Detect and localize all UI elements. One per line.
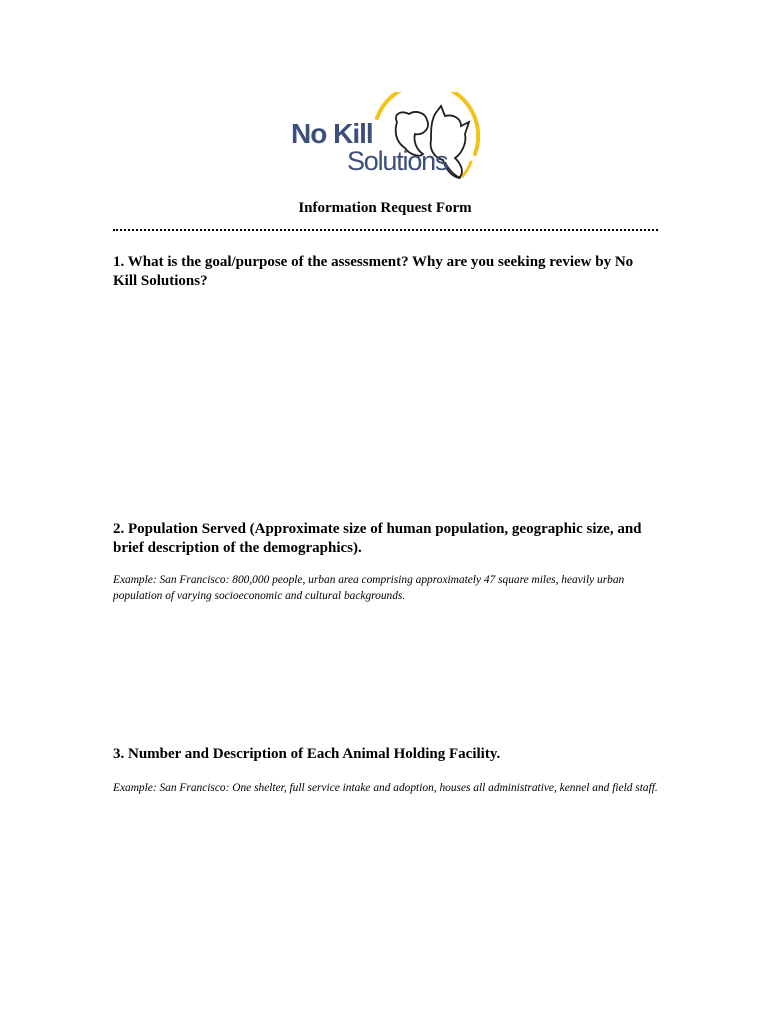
question-2-heading: 2. Population Served (Approximate size of human population, geographic size, and brief description of the demographics).: [113, 521, 642, 556]
logo-text-no-kill: No Kill: [291, 118, 373, 149]
question-2-example: Example: San Francisco: 800,000 people, urban area comprising approximately 47 square miles, heavily urban population of varying socioeconomic and cultural backgrounds.: [113, 574, 625, 602]
no-kill-solutions-logo: [285, 92, 485, 184]
question-1-heading: 1. What is the goal/purpose of the assessment? Why are you seeking review by No Kill Solutions?: [113, 254, 634, 289]
dotted-divider: [113, 219, 658, 231]
logo-text-solutions: Solutions: [347, 146, 448, 176]
question-3-heading: 3. Number and Description of Each Animal Holding Facility.: [113, 746, 501, 762]
question-3-example: Example: San Francisco: One shelter, full service intake and adoption, houses all administrative, kennel and field staff.: [113, 782, 658, 794]
form-title: Information Request Form: [298, 200, 472, 216]
